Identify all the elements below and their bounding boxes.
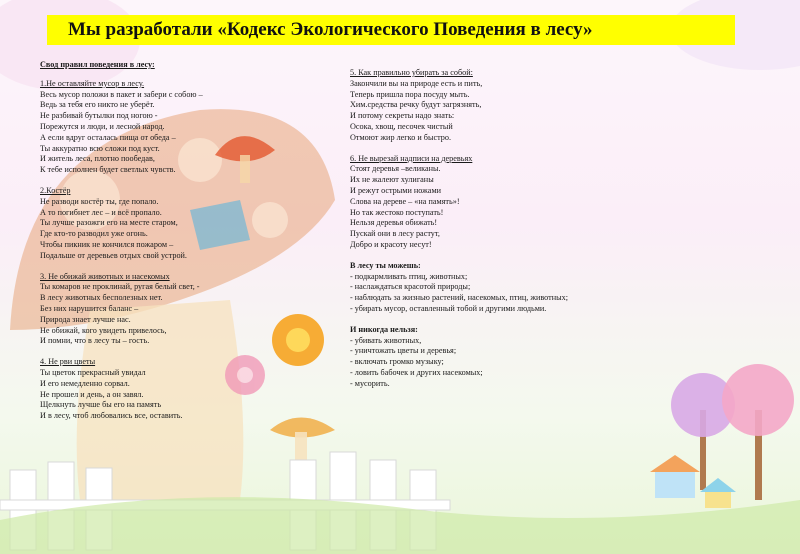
poem-line: Не разбивай бутылки под ногою -: [40, 111, 158, 121]
page-title: Мы разработали «Кодекс Экологического Поведения в лесу»: [68, 19, 593, 40]
poem-line: Хим.средства речку будут загрязнять,: [350, 100, 482, 110]
list-item: - наслаждаться красотой природы;: [350, 282, 471, 292]
poem-line: Ты аккуратно всю сложи под куст.: [40, 143, 160, 153]
poem-line: Добро и красоту несут!: [350, 239, 432, 249]
poem-line: Подальше от деревьев отдых свой устрой.: [40, 250, 187, 260]
poem-line: Не обижай, кого увидеть привелось,: [40, 325, 167, 335]
poem-line: Порежутся и люди, и лесной народ.: [40, 121, 165, 131]
poem-line: Теперь пришла пора посуду мыть.: [350, 89, 470, 99]
rule-heading: 1.Не оставляйте мусор в лесу.: [40, 78, 145, 88]
poem-line: И его немедленно сорвал.: [40, 378, 130, 388]
poem-line: Отмоют жир легко и быстро.: [350, 132, 451, 142]
poem-line: Не разводи костёр ты, где попало.: [40, 196, 159, 206]
poem-line: Весь мусор положи в пакет и забери с собою –: [40, 89, 203, 99]
small-house-icon: [650, 455, 700, 498]
poem-line: Стоят деревья –великаны.: [350, 164, 441, 174]
poem-line: И в лесу, чтоб любовались все, оставить.: [40, 411, 183, 421]
rule-heading: 4. Не рви цветы: [40, 357, 96, 367]
rule-heading: 2.Костёр: [40, 185, 71, 195]
list-item: - ловить бабочек и других насекомых;: [350, 367, 483, 377]
poem-line: Ты цветок прекрасный увидал: [40, 367, 146, 377]
left-column: [40, 60, 280, 432]
poem-line: А то погибнет лес – и всё пропало.: [40, 207, 162, 217]
list-item: - убивать животных,: [350, 335, 422, 345]
poem-line: И потому секреты надо знать:: [350, 111, 455, 121]
poem-line: Слова на дереве – «на память»!: [350, 196, 460, 206]
list-item: - убирать мусор, оставленный тобой и другими людьми.: [350, 303, 547, 313]
rule-section-2: [40, 186, 280, 262]
poem-line: Пускай они в лесу растут,: [350, 229, 440, 239]
list-item: - уничтожать цветы и деревья;: [350, 346, 457, 356]
cannot-do-section: [350, 325, 650, 390]
rule-section-5: [350, 68, 650, 144]
rule-section-6: [350, 154, 650, 251]
poem-line: Ведь за тебя его никто не уберёт.: [40, 100, 155, 110]
poem-line: Где кто-то разводил уже огонь.: [40, 229, 148, 239]
rule-heading: 5. Как правильно убирать за собой:: [350, 68, 473, 77]
tree-pink-icon: [722, 364, 794, 500]
poem-line: В лесу животных бесполезных нет.: [40, 293, 163, 303]
list-item: - подкармливать птиц, животных;: [350, 271, 468, 281]
title-banner: [47, 15, 735, 45]
rule-heading: 3. Не обижай животных и насекомых: [40, 271, 170, 281]
list-item: - наблюдать за жизнью растений, насекомых, птиц, животных;: [350, 293, 568, 303]
poem-line: И режут острыми ножами: [350, 185, 442, 195]
poem-line: Чтобы пикник не кончился пожаром –: [40, 239, 174, 249]
poem-line: К тебе исполнен будет светлых чувств.: [40, 165, 176, 175]
rule-heading: 6. Не вырезай надписи на деревьях: [350, 153, 473, 163]
poem-line: И житель леса, плотно пообедав,: [40, 154, 155, 164]
poem-line: Ты комаров не проклинай, ругая белый свет, -: [40, 282, 200, 292]
can-do-heading: В лесу ты можешь:: [350, 260, 421, 270]
list-item: - мусорить.: [350, 378, 390, 388]
poem-line: Их не жалеют хулиганы: [350, 175, 434, 185]
can-do-section: [350, 261, 650, 315]
poem-line: Нельзя деревья обижать!: [350, 218, 438, 228]
rule-section-4: [40, 357, 280, 422]
poem-line: Ты лучше разожги его на месте старом,: [40, 218, 178, 228]
rules-intro: Свод правил поведения в лесу:: [40, 60, 155, 69]
rule-section-3: [40, 272, 280, 348]
cannot-do-heading: И никогда нельзя:: [350, 324, 418, 334]
right-column: [350, 68, 650, 400]
poem-line: Природа знает лучше нас.: [40, 314, 131, 324]
poem-line: Без них нарушится баланс –: [40, 303, 139, 313]
poem-line: А если вдруг осталась пища от обеда –: [40, 132, 176, 142]
poem-line: Осока, хвощ, песочек чистый: [350, 121, 453, 131]
list-item: - включать громко музыку;: [350, 357, 444, 367]
poem-line: И помни, что в лесу ты – гость.: [40, 336, 150, 346]
poem-line: Щелкнуть лучше бы его на память: [40, 400, 162, 410]
rule-section-1: [40, 79, 280, 176]
poem-line: Не прошел и день, а он завял.: [40, 389, 144, 399]
poem-line: Закончили вы на природе есть и пить,: [350, 78, 483, 88]
poem-line: Но так жестоко поступать!: [350, 207, 444, 217]
